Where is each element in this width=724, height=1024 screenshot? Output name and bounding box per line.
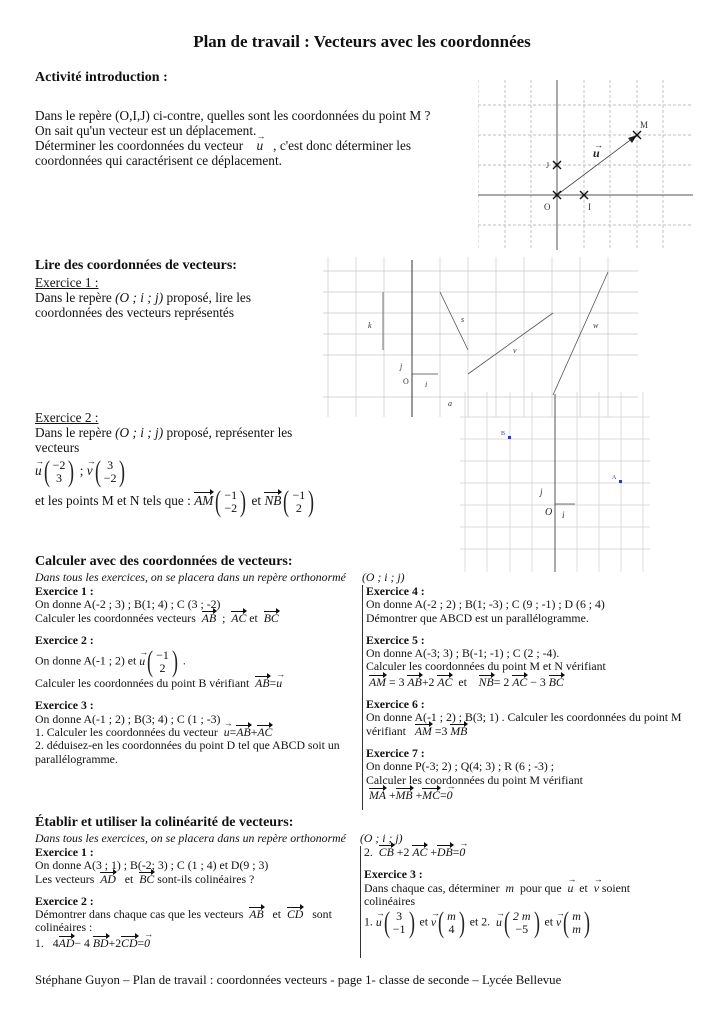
am-vector: AM [194,493,214,509]
nb-vector: NB [264,493,282,509]
colin-ex2-item1: 1. 4AD− 4 BD+2CD=→ 0 [35,937,360,950]
y: m [572,922,581,937]
vec-bd: BD [92,935,109,950]
calc-ex1-label: Exercice 1 : [35,584,94,598]
j-label: j [540,487,543,497]
exercise2-grid-figure [460,392,655,572]
calc-ex4-label: Exercice 4 : [366,584,425,598]
lire-ex1 [35,275,325,320]
coef: 4 [52,935,59,950]
lire-ex2-line2: vecteurs [35,440,80,455]
u-name: → u [139,655,145,668]
intro-grid-figure [478,80,698,250]
lire-ex1-label: Exercice 1 : [35,275,99,290]
text: proposé, lire les [166,290,252,305]
vec-cd: CD [121,935,138,950]
vec-bc: BC [139,871,155,886]
calc-ex6-label: Exercice 6 : [366,697,425,712]
intro-text [35,108,475,168]
x: 3 [396,909,403,924]
text: vérifiant [366,723,406,738]
vec-ad: AD [58,935,75,950]
calc-ex7-line2: Calculer les coordonnées du point M vérifiant [366,772,583,787]
intro-line-1: Dans le repère (O,I,J) ci-contre, quelles sont les coordonnées du point M ? [35,108,431,123]
vec-ad: AD [100,871,116,886]
lire-ex1-line1 [35,290,325,305]
lire-ex2-vectors [35,457,335,487]
vec-cb: CB [378,845,394,859]
coef: +2 [108,935,122,950]
sep: et [249,610,258,625]
case1-v-matrix: ( m 4 ) [438,906,465,940]
vec-cd: CD [286,907,304,922]
u-name: → u [35,463,42,478]
j-label: j [400,362,403,371]
vec-mc: MC [422,787,440,802]
vec-am: AM [414,723,432,738]
v-matrix: ( 3 −2 ) [94,455,126,488]
vec-ab: AB [255,676,270,691]
vec-ab: AB [407,674,422,689]
et: et [458,674,467,689]
u-x: −2 [52,458,66,472]
calc-ex5-line2: Calculer les coordonnées du point M et N vérifiant [366,659,606,674]
calc-ex4-line2: Démontrer que ABCD est un parallélogramme. [366,610,589,625]
colin-ex3-line1: Dans chaque cas, déterminer m pour que → u et → v soient [364,882,704,895]
text: sont-ils colinéaires ? [157,871,255,886]
s-label: s [461,315,465,324]
case2-u-matrix: ( 2 m −5 ) [503,906,540,940]
text: Dans chaque cas, déterminer [364,880,500,895]
vec-bc: BC [548,674,564,689]
calc-ex1-line2 [35,612,360,625]
coef: 2 [503,674,510,689]
text: On donne A(-1 ; 2) et [35,653,137,668]
page-footer: Stéphane Guyon – Plan de travail : coordonnées vecteurs - page 1- classe de seconde – Lycée Bellevue [35,973,562,987]
calculer-repere: (O ; i ; j) [362,570,405,584]
et: et [579,880,588,895]
j-label: J [546,161,550,170]
sep: ; [222,610,226,625]
num: 2. [364,845,373,859]
nb-x: −1 [292,488,306,502]
colin-subtitle: Dans tous les exercices, on se placera dans un repère orthonormé [35,831,346,845]
zero-vector: → 0 [144,937,150,950]
text: et les points M et N tels que : [35,493,191,509]
lire-ex2-line1 [35,425,335,440]
vec-ac: AC [257,725,273,740]
sep: ; [79,463,84,479]
calc-ex6-line1: On donne A(-1 ; 2) ; B(3; 1) . Calculer les coordonnées du point M [366,710,682,725]
num: 1. [364,914,373,929]
point-b-label: B [501,431,506,437]
text: pour que [519,880,562,895]
x: m [572,909,581,924]
vec-mb: MB [395,787,413,802]
intro-line-2: On sait qu'un vecteur est un déplacement. [35,123,257,138]
et: et [272,907,282,922]
page-title: Plan de travail : Vecteurs avec les coordonnées [193,32,531,51]
v-x: 3 [107,458,114,472]
calc-ex5-line1: On donne A(-3; 3) ; B(-1; -1) ; C (2 ; -4). [366,646,560,661]
o-label: O [403,377,409,386]
case2-v-matrix: ( m m ) [563,906,590,940]
calculer-left-column [35,585,360,766]
intro-heading: Activité introduction : [35,70,168,85]
et: et [251,493,262,509]
vec-ab: AB [236,725,251,740]
m-label: M [640,120,649,130]
text: Calculer les coordonnées du point B vérifiant [35,676,250,691]
text: proposé, représenter les [166,425,293,440]
vector-u-symbol: → u [257,138,264,153]
y: −5 [515,922,529,937]
u-name: → u [224,726,230,739]
am-matrix: ( −1 −2 ) [215,485,247,518]
column-divider [362,585,363,810]
lire-ex2-label: Exercice 2 : [35,410,99,425]
vec-db: DB [437,845,453,859]
w-label: w [593,321,599,330]
v-label: v [513,346,517,355]
calculer-heading: Calculer avec des coordonnées de vecteurs: [35,554,293,569]
i-label: i [562,510,565,520]
calc-ex5-label: Exercice 5 : [366,632,425,647]
colin-ex2-label: Exercice 2 : [35,893,94,908]
colin-ex2-item2: 2. CB +2 AC +DB=→ 0 [364,846,704,859]
vec-mb: MB [450,723,468,738]
colin-ex2-line2: colinéaires : [35,920,93,935]
m-var: m [505,880,515,895]
calc-ex2-line1: On donne A(-1 ; 2) et → u ( −1 2 ) . [35,647,360,677]
colin-right-column [364,846,704,938]
text: Calculer les coordonnées vecteurs [35,610,196,625]
u-vector-label: u [593,146,600,160]
calc-ex3-line2: 1. Calculer les coordonnées du vecteur → u=AB+AC [35,726,360,739]
colin-repere: (O ; i ; j) [360,831,403,845]
vec-nb: NB [478,674,494,689]
num: et 2. [469,914,491,929]
origin-label: O [545,507,553,518]
u-y: 2 [159,661,166,676]
calc-ex3-line1: On donne A(-1 ; 2) ; B(3; 4) ; C (1 ; -3) [35,711,221,726]
coef: 3 [441,723,448,738]
vec-ma: MA [368,787,386,802]
x: m [447,909,456,924]
calc-ex7-label: Exercice 7 : [366,745,425,760]
calc-ex3-label: Exercice 3 : [35,698,94,713]
u-matrix: ( −2 3 ) [43,455,75,488]
nb-y: 2 [295,501,302,515]
lire-ex1-line2: coordonnées des vecteurs représentés [35,305,234,320]
column-divider [360,846,361,958]
lire-heading: Lire des coordonnées de vecteurs: [35,258,237,273]
et: et [544,914,554,929]
vec-am: AM [368,674,386,689]
intro-line-3 [35,138,475,153]
coef: − 4 [74,935,90,950]
a-label: a [448,399,452,408]
svg-text:→: → [594,140,603,150]
et: et [124,871,134,886]
coef: +2 [421,674,435,689]
calc-ex5-equations: AM = 3 AB+2 AC et NB= 2 AC − 3 BC [368,674,564,689]
case1-u-matrix: ( 3 −1 ) [383,906,415,940]
calc-ex7-line1: On donne P(-3; 2) ; Q(4; 3) ; R (6 ; -3) ; [366,759,555,774]
calc-ex2-label: Exercice 2 : [35,632,94,647]
vec-ac: AC [412,845,428,859]
text: Les vecteurs [35,871,95,886]
k-label: k [368,321,372,330]
nb-matrix: ( −1 2 ) [283,485,315,518]
i-label: i [425,380,428,389]
text: Dans le repère [35,290,112,305]
v-name: → v [87,463,93,478]
colin-ex1-label: Exercice 1 : [35,845,94,859]
u-x: −1 [156,648,169,663]
u-y: 3 [56,471,63,485]
text: Dans le repère [35,425,112,440]
text: Démontrer dans chaque cas que les vecteurs [35,907,244,922]
repere: (O ; i ; j) [115,290,164,305]
colin-heading: Établir et utiliser la colinéarité de vecteurs: [35,815,294,830]
colin-ex3-label: Exercice 3 : [364,867,423,882]
u-matrix: ( −1 2 ) [147,645,178,679]
text: sont [312,907,332,922]
calc-ex2-line2: Calculer les coordonnées du point B vérifiant AB=→ u [35,677,360,690]
intro-line-3-text: Déterminer les coordonnées du vecteur [35,138,244,153]
repere: (O ; i ; j) [115,425,164,440]
colin-ex2-line1 [35,908,360,921]
lire-ex2 [35,410,335,517]
colin-ex1-line1: On donne A(3 ; 1) ; B(-2; 3) ; C (1 ; 4) et D(9 ; 3) [35,858,269,873]
colin-left-column [35,846,360,950]
text: soient [601,880,631,895]
lire-ex2-line3 [35,487,335,517]
calc-ex7-equation: MA +MB +MC=→ 0 [366,789,706,802]
vec-ac: AC [231,610,247,625]
colin-ex1-line2 [35,873,360,886]
origin-label: O [544,202,551,212]
calc-ex1-line1: On donne A(-2 ; 3) ; B(1; 4) ; C (3 ; -2) [35,597,221,612]
calc-ex4-line1: On donne A(-2 ; 2) ; B(1; -3) ; C (9 ; -1) ; D (6 ; 4) [366,597,605,612]
calculer-subtitle: Dans tous les exercices, on se placera dans un repère orthonormé [35,570,346,584]
num: 1. [35,935,44,950]
am-y: −2 [224,501,238,515]
x: 2 m [512,909,531,924]
v-y: −2 [103,471,117,485]
coef: − 3 [530,674,546,689]
i-label: I [588,202,591,212]
y: −1 [392,922,406,937]
text: 1. Calculer les coordonnées du vecteur [35,725,218,740]
coef: +2 [396,845,410,859]
calc-ex3-line4: parallélogramme. [35,751,118,766]
calc-ex6-line2: vérifiant AM =3 MB [366,723,468,738]
vec-ab: AB [201,610,217,625]
calculer-right-column [366,585,706,802]
zero-vector: → 0 [447,789,453,802]
vec-ac: AC [512,674,528,689]
intro-line-3-end: , c'est donc déterminer les [273,138,412,153]
coef: 3 [398,674,405,689]
vec-bc: BC [263,610,279,625]
colin-ex3-cases: 1. → u ( 3 −1 ) et → v ( m 4 ) et 2. → u ( 2 m −5 ) et → v ( m m ) [364,908,704,938]
colin-ex3-line2: colinéaires [364,893,416,908]
y: 4 [448,922,455,937]
vec-ab: AB [249,907,264,922]
plus: + [430,845,437,859]
intro-line-4: coordonnées qui caractérisent ce déplacement. [35,153,282,168]
vec-ac: AC [437,674,453,689]
zero-vector: → 0 [459,846,465,859]
point-a-label: A [612,475,617,481]
calc-ex3-line3: 2. déduisez-en les coordonnées du point D tel que ABCD soit un [35,738,340,753]
u-name: → u [276,677,282,690]
am-x: −1 [224,488,238,502]
et: et [419,914,428,929]
